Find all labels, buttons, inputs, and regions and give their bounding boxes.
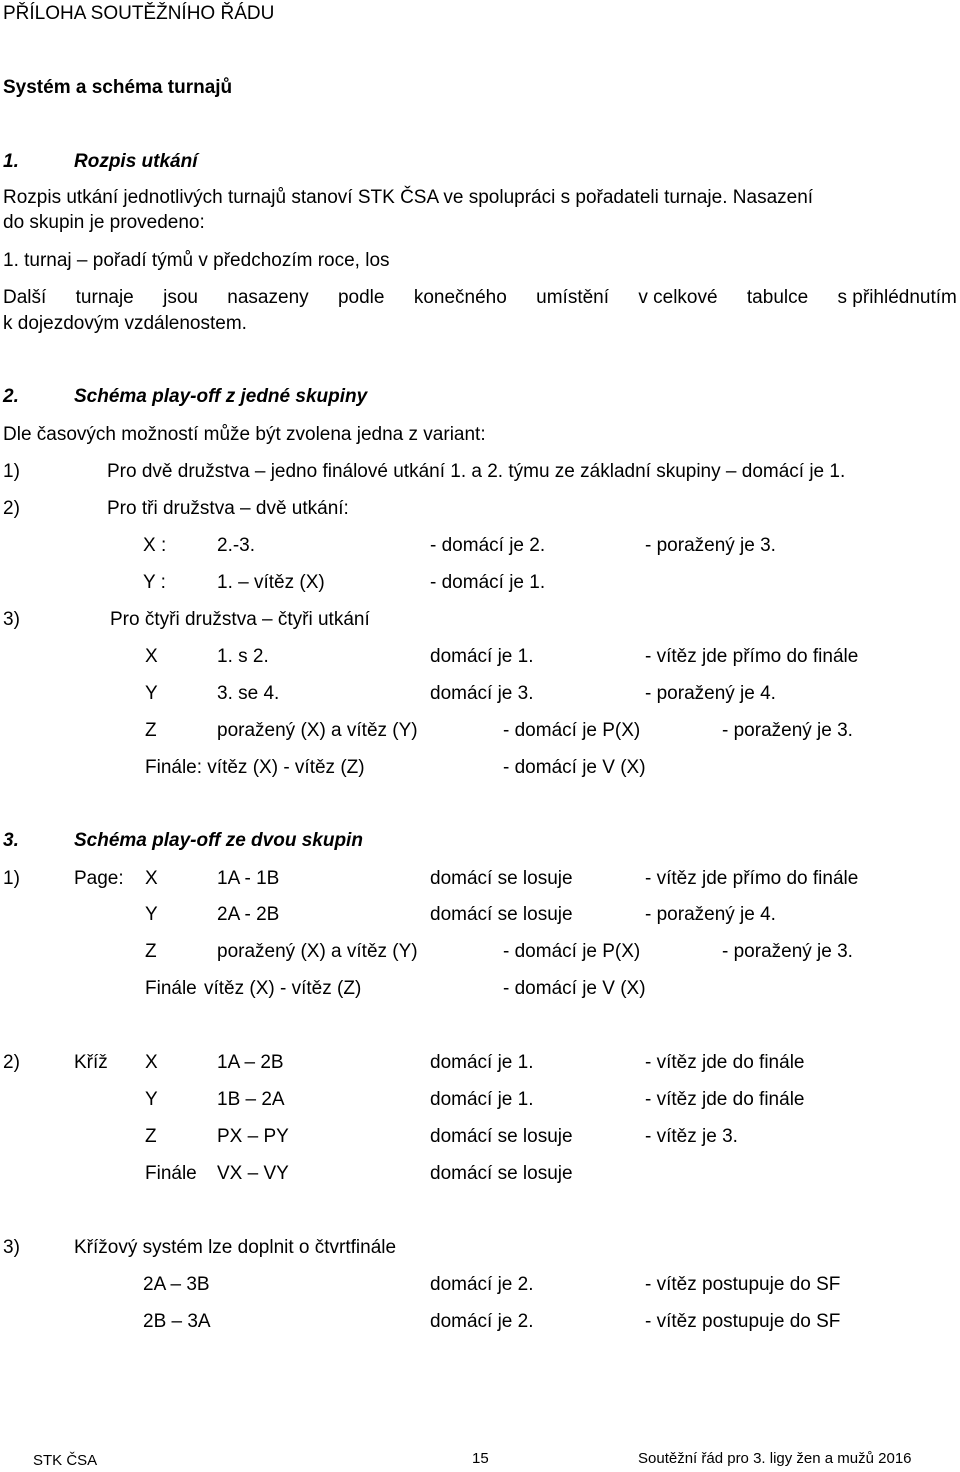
option-2-text: Pro tři družstva – dvě utkání: (107, 498, 349, 519)
section-1-number: 1. (3, 151, 19, 172)
section-1-title: Rozpis utkání (74, 151, 198, 172)
section-1-other-tournaments-cont: k dojezdovým vzdálenostem. (3, 313, 247, 334)
option-2-number: 2) (3, 498, 20, 519)
footer-left: STK ČSA (33, 1452, 98, 1469)
quarterfinal-number: 3) (3, 1237, 20, 1258)
document-title: PŘÍLOHA SOUTĚŽNÍHO ŘÁDU (3, 3, 275, 24)
cross-system-label: Kříž (74, 1052, 108, 1073)
page-system-label: Page: (74, 868, 124, 889)
quarterfinal-text: Křížový systém lze doplnit o čtvrtfinále (74, 1237, 397, 1258)
section-1-first-tournament: 1. turnaj – pořadí týmů v předchozím roce, los (3, 250, 390, 271)
section-subtitle: Systém a schéma turnajů (3, 77, 233, 98)
section-3-number: 3. (3, 830, 19, 851)
option-3-text: Pro čtyři družstva – čtyři utkání (110, 609, 370, 630)
page-system-number: 1) (3, 868, 20, 889)
cross-system-number: 2) (3, 1052, 20, 1073)
option-1-number: 1) (3, 461, 20, 482)
section-2-number: 2. (3, 386, 19, 407)
option-3-number: 3) (3, 609, 20, 630)
section-1-other-tournaments: Další turnaje jsou nasazeny podle konečného umístění v celkové tabulce s přihlédnutím (3, 287, 957, 308)
section-1-paragraph: Rozpis utkání jednotlivých turnajů stanoví STK ČSA ve spolupráci s pořadateli turnaje. Nasazení (3, 187, 814, 208)
section-3-title: Schéma play-off ze dvou skupin (74, 830, 363, 851)
section-2-intro: Dle časových možností může být zvolena jedna z variant: (3, 424, 486, 445)
footer-page-number: 15 (472, 1450, 489, 1467)
footer-right: Soutěžní řád pro 3. ligy žen a mužů 2016 (638, 1450, 912, 1467)
section-2-title: Schéma play-off z jedné skupiny (74, 386, 368, 407)
section-1-paragraph-cont: do skupin je provedeno: (3, 212, 205, 233)
option-1-text: Pro dvě družstva – jedno finálové utkání 1. a 2. týmu ze základní skupiny – domácí je 1. (107, 461, 846, 482)
